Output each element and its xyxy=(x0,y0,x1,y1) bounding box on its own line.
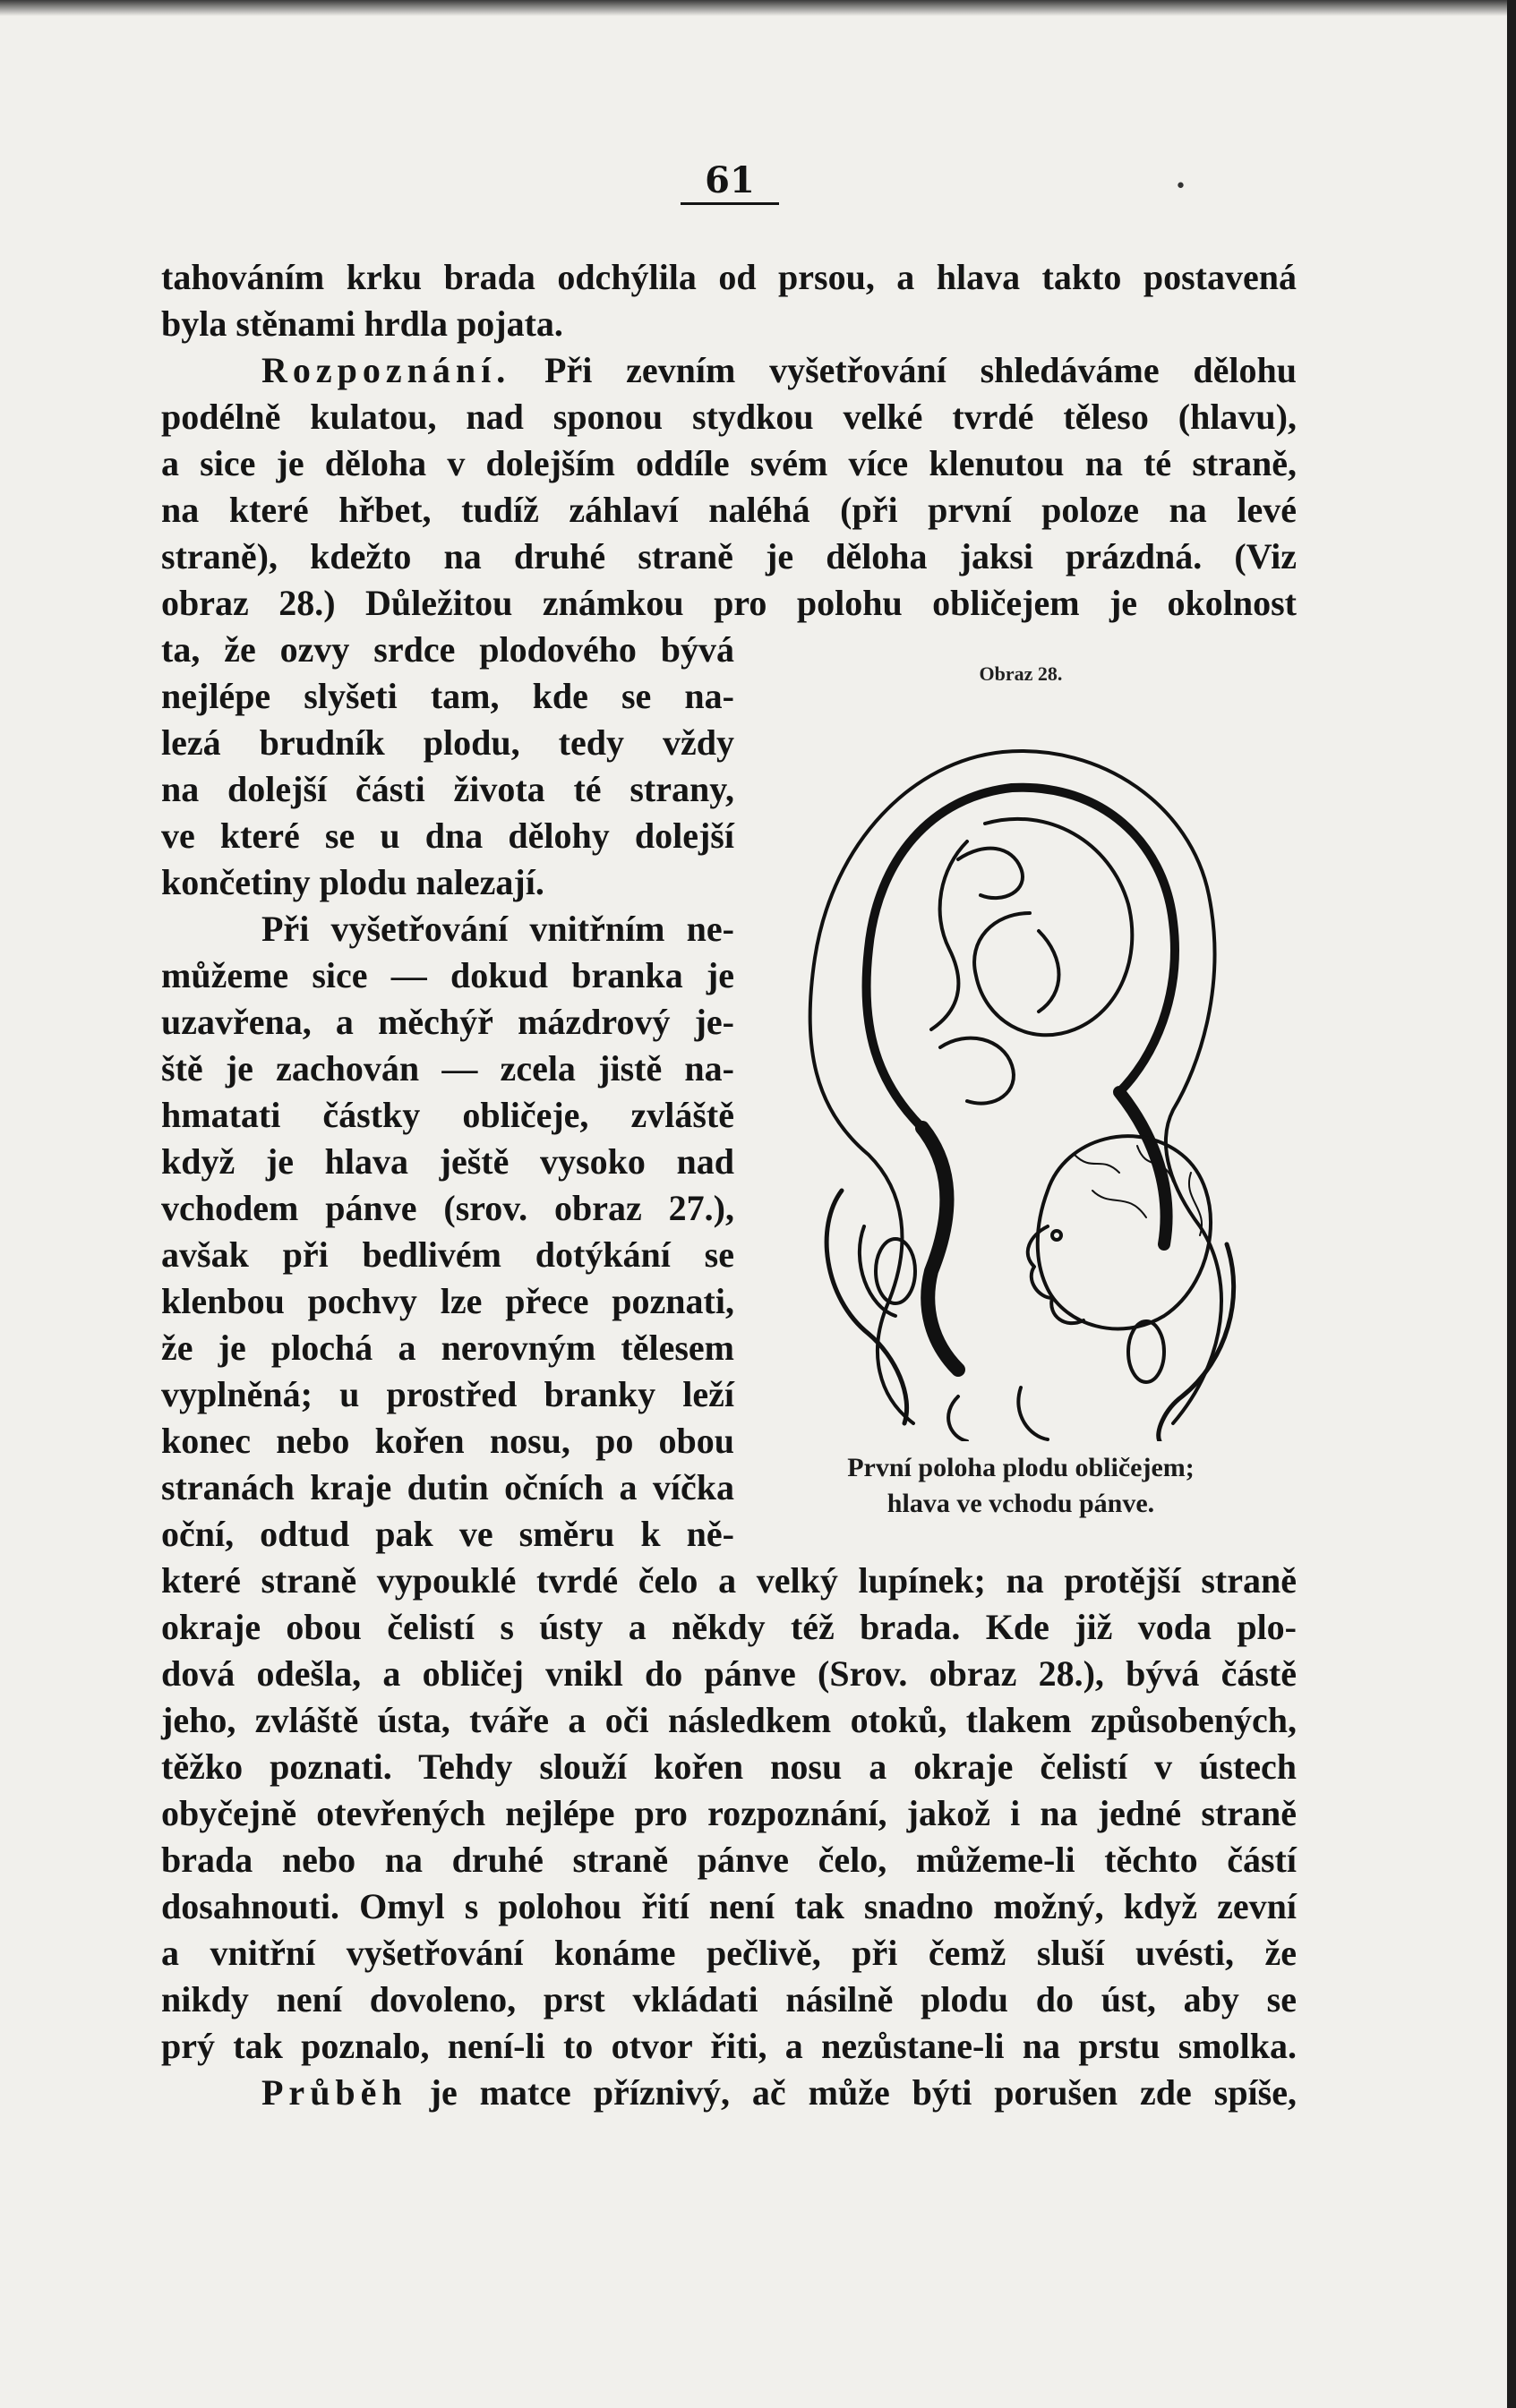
text-line: jeho, zvláště ústa, tváře a oči následkem otoků, tlakem způsobených, xyxy=(161,1700,1297,1740)
text-line: tahováním krku brada odchýlila od prsou, a hlava takto postavená xyxy=(161,257,1297,297)
page-edge-dark xyxy=(1507,0,1516,2408)
text-line: vchodem pánve (srov. obraz 27.), xyxy=(161,1188,734,1228)
figure-caption xyxy=(770,1450,1272,1522)
page-edge-shadow xyxy=(0,0,1516,16)
figure-caption-line: hlava ve vchodu pánve. xyxy=(886,1489,1155,1518)
text-line-prubeh xyxy=(161,2070,1297,2116)
fetus-face-presentation-illustration xyxy=(779,689,1263,1441)
corner-mark: • xyxy=(1175,175,1186,198)
page-number: 61 xyxy=(681,159,779,205)
text-line: a vnitřní vyšetřování konáme pečlivě, při čemž sluší uvésti, že xyxy=(161,1933,1297,1973)
text-line: ště je zachován — zcela jistě na- xyxy=(161,1048,734,1089)
text-line: vyplněná; u prostřed branky leží xyxy=(161,1374,734,1414)
text-line: stranách kraje dutin očních a víčka xyxy=(161,1467,734,1507)
section-heading-rozpoznani: Rozpoznání. xyxy=(261,350,511,390)
text-line: končetiny plodu nalezají. xyxy=(161,862,544,902)
text-line: lezá brudník plodu, tedy vždy xyxy=(161,722,734,763)
text-line: straně), kdežto na druhé straně je děloha jaksi prázdná. (Viz xyxy=(161,536,1297,576)
text-line-rozpoznani xyxy=(161,347,1297,394)
text-line: dosahnouti. Omyl s polohou řití není tak snadno možný, když zevní xyxy=(161,1886,1297,1926)
text-line: ta, že ozvy srdce plodového bývá xyxy=(161,629,734,670)
figure-label: Obraz 28. xyxy=(979,662,1063,685)
text-block-top xyxy=(161,254,1297,627)
text-line: obraz 28.) Důležitou známkou pro polohu obličejem je okolnost xyxy=(161,583,1297,623)
text-line: hmatati částky obličeje, zvláště xyxy=(161,1095,734,1135)
text-line: avšak při bedlivém dotýkání se xyxy=(161,1234,734,1275)
text-fragment: Při zevním vyšetřování shledáváme dělohu xyxy=(544,350,1297,390)
text-block-bottom xyxy=(161,1558,1297,2116)
text-line: obyčejně otevřených nejlépe pro rozpoznání, jakož i na jedné straně xyxy=(161,1793,1297,1833)
text-line: můžeme sice — dokud branka je xyxy=(161,955,734,995)
text-line: dová odešla, a obličej vnikl do pánve (Srov. obraz 28.), bývá částě xyxy=(161,1653,1297,1694)
text-line: uzavřena, a měchýř mázdrový je- xyxy=(161,1002,734,1042)
text-line: že je plochá a nerovným tělesem xyxy=(161,1328,734,1368)
text-line: brada nebo na druhé straně pánve čelo, můžeme-li těchto částí xyxy=(161,1840,1297,1880)
text-line: Při vyšetřování vnitřním ne- xyxy=(261,909,734,949)
text-line: těžko poznati. Tehdy slouží kořen nosu a okraje čelistí v ústech xyxy=(161,1746,1297,1787)
figure-caption-line: První poloha plodu obličejem; xyxy=(847,1453,1195,1482)
text-line: nejlépe slyšeti tam, kde se na- xyxy=(161,676,734,716)
text-block-narrow xyxy=(161,627,734,1558)
figure-28 xyxy=(770,662,1272,1540)
section-heading-prubeh: Průběh xyxy=(261,2072,407,2113)
text-line: nikdy není dovoleno, prst vkládati násilně plodu do úst, aby se xyxy=(161,1979,1297,2019)
text-line: okraje obou čelistí s ústy a někdy též brada. Kde již voda plo- xyxy=(161,1607,1297,1647)
text-line: byla stěnami hrdla pojata. xyxy=(161,303,563,344)
text-line: oční, odtud pak ve směru k ně- xyxy=(161,1514,734,1554)
text-line: konec nebo kořen nosu, po obou xyxy=(161,1421,734,1461)
text-line: klenbou pochvy lze přece poznati, xyxy=(161,1281,734,1321)
text-line: podélně kulatou, nad sponou stydkou velké tvrdé těleso (hlavu), xyxy=(161,397,1297,437)
text-line: na dolejší části života té strany, xyxy=(161,769,734,809)
text-fragment: je matce příznivý, ač může býti porušen zde spíše, xyxy=(429,2072,1297,2113)
text-line: které straně vypouklé tvrdé čelo a velký lupínek; na protější straně xyxy=(161,1560,1297,1601)
text-line: prý tak poznalo, není-li to otvor řiti, a nezůstane-li na prstu smolka. xyxy=(161,2026,1297,2066)
text-line: na které hřbet, tudíž záhlaví naléhá (při první poloze na levé xyxy=(161,490,1297,530)
text-line: a sice je děloha v dolejším oddíle svém více klenutou na té straně, xyxy=(161,443,1297,483)
text-line: když je hlava ještě vysoko nad xyxy=(161,1141,734,1182)
text-line: ve které se u dna dělohy dolejší xyxy=(161,815,734,856)
